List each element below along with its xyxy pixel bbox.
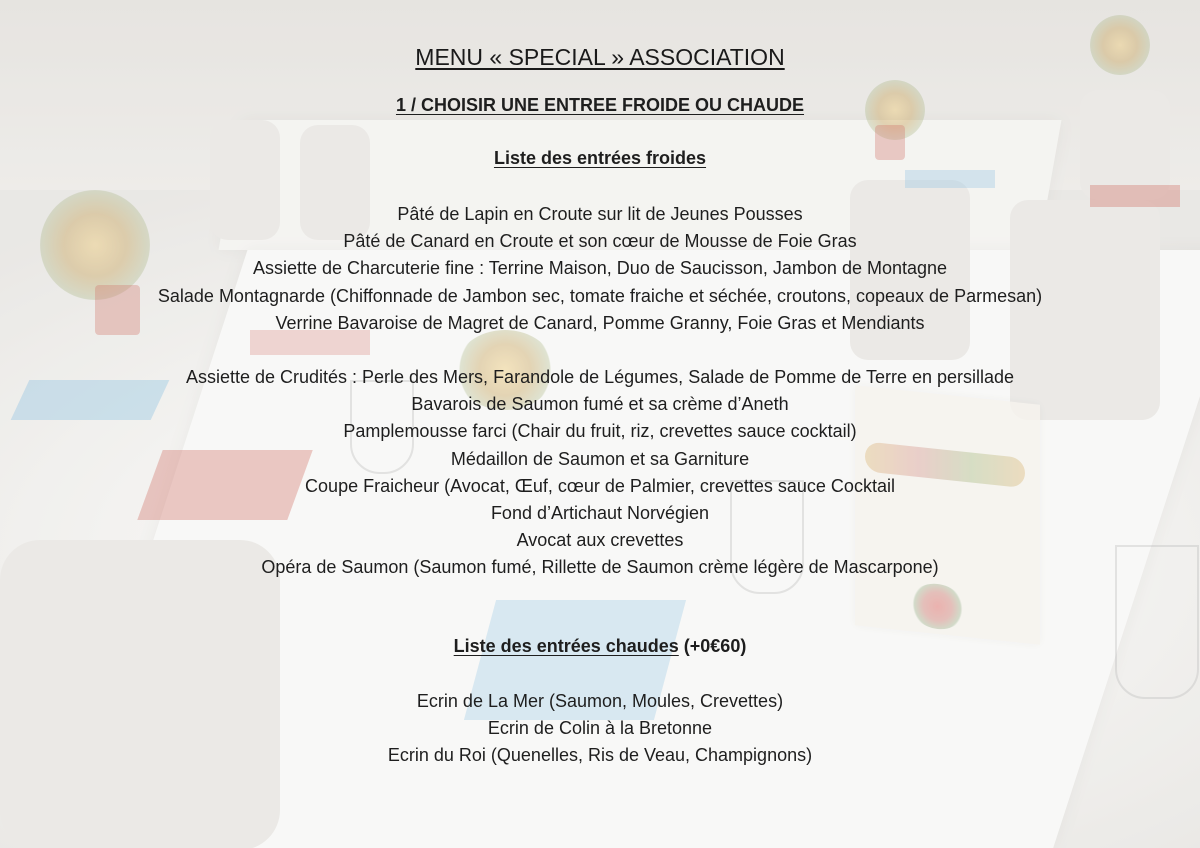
hot-starters-heading-text: Liste des entrées chaudes	[453, 636, 679, 656]
list-item: Pâté de Canard en Croute et son cœur de Mousse de Foie Gras	[343, 231, 857, 252]
list-item: Verrine Bavaroise de Magret de Canard, Pomme Granny, Foie Gras et Mendiants	[275, 312, 925, 333]
list-item: Coupe Fraicheur (Avocat, Œuf, cœur de Palmier, crevettes sauce Cocktail	[305, 475, 895, 496]
list-item: Salade Montagnarde (Chiffonnade de Jambon sec, tomate fraiche et séchée, croutons, copeaux de Parmesan)	[157, 285, 1043, 306]
cold-starters-list-seafood	[0, 364, 1200, 582]
list-item: Ecrin de Colin à la Bretonne	[487, 718, 713, 739]
list-item: Ecrin du Roi (Quenelles, Ris de Veau, Champignons)	[387, 745, 813, 766]
list-item: Bavarois de Saumon fumé et sa crème d’Aneth	[411, 394, 789, 415]
list-item: Assiette de Charcuterie fine : Terrine Maison, Duo de Saucisson, Jambon de Montagne	[252, 258, 948, 279]
list-item: Pâté de Lapin en Croute sur lit de Jeunes Pousses	[397, 204, 803, 224]
list-item: Fond d’Artichaut Norvégien	[490, 502, 710, 523]
list-item: Assiette de Crudités : Perle des Mers, Farandole de Légumes, Salade de Pomme de Terre en persillade	[185, 367, 1015, 387]
menu-title: MENU « SPECIAL » ASSOCIATION	[415, 44, 785, 70]
step-heading: 1 / CHOISIR UNE ENTREE FROIDE OU CHAUDE	[395, 95, 805, 115]
hot-starters-supplement: (+0€60)	[678, 636, 747, 656]
list-item: Pamplemousse farci (Chair du fruit, riz, crevettes sauce cocktail)	[343, 421, 857, 442]
list-item: Avocat aux crevettes	[516, 530, 684, 551]
list-item: Médaillon de Saumon et sa Garniture	[450, 448, 750, 469]
cold-starters-list	[0, 201, 1200, 337]
cold-starters-heading	[0, 148, 1200, 169]
hot-starters-heading	[0, 636, 1200, 657]
list-item: Ecrin de La Mer (Saumon, Moules, Crevettes)	[416, 691, 784, 711]
list-item: Opéra de Saumon (Saumon fumé, Rillette de Saumon crème légère de Mascarpone)	[261, 557, 939, 578]
hot-starters-list	[0, 688, 1200, 770]
cold-starters-heading-text: Liste des entrées froides	[493, 148, 707, 168]
